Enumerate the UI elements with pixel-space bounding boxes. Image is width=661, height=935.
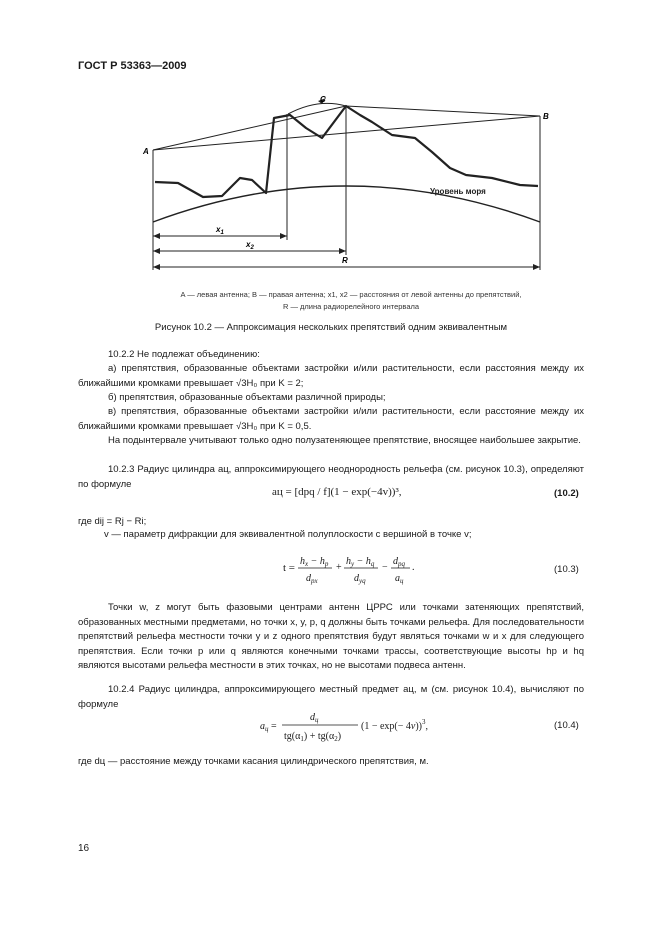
paragraph-points: Точки w, z могут быть фазовыми центрами антенн ЦРРС или точками затеняющих препятствий, образованных местными предметами, но точки x, y, p, q должны быть точками рельефа. Для последовательности препятствий рельефа местности точки y и z одного препятствия будут являться точками w и x для следующего препятствия. Если точки p или q являются конечными точками трассы, соответствующие высоты hp и hq являются высотами рельефа местности в этих точках, но не высотами подвеса антенн. (78, 602, 584, 671)
figure-caption: Рисунок 10.2 — Аппроксимация нескольких препятствий одним эквивалентным (154, 322, 508, 333)
label-sea-level: Уровень моря (430, 187, 486, 196)
svg-text:aц: $a_ц$ (395, 573, 404, 585)
item-b: б) препятствия, образованные объектами различной природы; (108, 392, 386, 403)
svg-text:−: − (382, 562, 388, 573)
svg-text:dyq: $d_{yq}$ (354, 573, 366, 585)
equation-10-3 (298, 550, 428, 590)
svg-text:dpx: $d_{px}$ (306, 573, 318, 585)
svg-text:hy − hq: $h_y - h_q$ (346, 556, 375, 568)
paragraph-10-2-4: 10.2.4 Радиус цилиндра, аппроксимирующего местный предмет aц, м (см. рисунок 10.4), вычисляют по формуле (78, 684, 584, 710)
document-header: ГОСТ Р 53363—2009 (78, 60, 187, 72)
equation-10-4 (258, 708, 458, 748)
equation-10-3-lhs: t = (283, 562, 296, 574)
svg-text:dpq: $d_{pq}$ (393, 556, 405, 568)
paragraph-subinterval: На подынтервале учитывают только одно полузатеняющее препятствие, вносящее наибольшее закрытие. (108, 435, 581, 446)
paragraph-10-2-2: 10.2.2 Не подлежат объединению: (108, 349, 260, 360)
where-dij: где dij = Rj − Ri; (78, 516, 147, 527)
label-c: C (320, 95, 326, 104)
line-a-c (153, 106, 346, 150)
item-c: в) препятствия, образованные объектами застройки и/или растительности, если расстояние между их ближайшими кромками превышает √3H₀ при K = 0,5. (78, 406, 584, 432)
svg-text:dц: $d_ц$ (310, 712, 319, 724)
page-number: 16 (78, 843, 90, 854)
svg-text:.: . (412, 562, 415, 573)
equation-number-10-3: (10.3) (554, 564, 579, 575)
label-a: A (143, 147, 149, 156)
svg-text:hx − hp: $h_x - h_p$ (300, 556, 329, 568)
svg-text:(1 − exp(− 4v))3,: $(1 - \exp(- 4v))^3$, (361, 718, 429, 732)
equation-number-10-2: (10.2) (554, 488, 579, 499)
item-a: а) препятствия, образованные объектами застройки и/или растительности, если расстояния между их ближайшими кромками превышает √3H₀ при K = 2; (78, 363, 584, 389)
equation-number-10-4: (10.4) (554, 720, 579, 731)
label-r: R (342, 256, 348, 265)
paragraph-10-2-3: 10.2.3 Радиус цилиндра aц, аппроксимирующего неоднородность рельефа (см. рисунок 10.3), определяют по формуле (78, 464, 584, 490)
label-x2: $x_2$ (246, 240, 254, 251)
label-x1: $x_1$ (216, 225, 224, 236)
svg-text:+: + (336, 562, 342, 573)
label-b: B (543, 112, 549, 121)
line-c-b (346, 106, 540, 116)
where-dc: где dц — расстояние между точками касания цилиндрического препятствия, м. (78, 756, 429, 767)
svg-text:aц =: $a_ц$ = (260, 721, 277, 733)
figure-legend: A — левая антенна; B — правая антенна; x1, x2 — расстояния от левой антенны до препятствий, R — длина радиорелейного интервала (180, 290, 522, 311)
svg-text:tg(α1) + tg(α2): $tg(\alpha_1) + tg(\alpha_2)$ (284, 731, 342, 743)
figure-diagram (140, 90, 560, 275)
equation-10-2: aц = [dpq / f](1 − exp(−4v))³, (272, 486, 402, 498)
where-v: v — параметр дифракции для эквивалентной полуплоскости с вершиной в точке v; (104, 529, 472, 540)
